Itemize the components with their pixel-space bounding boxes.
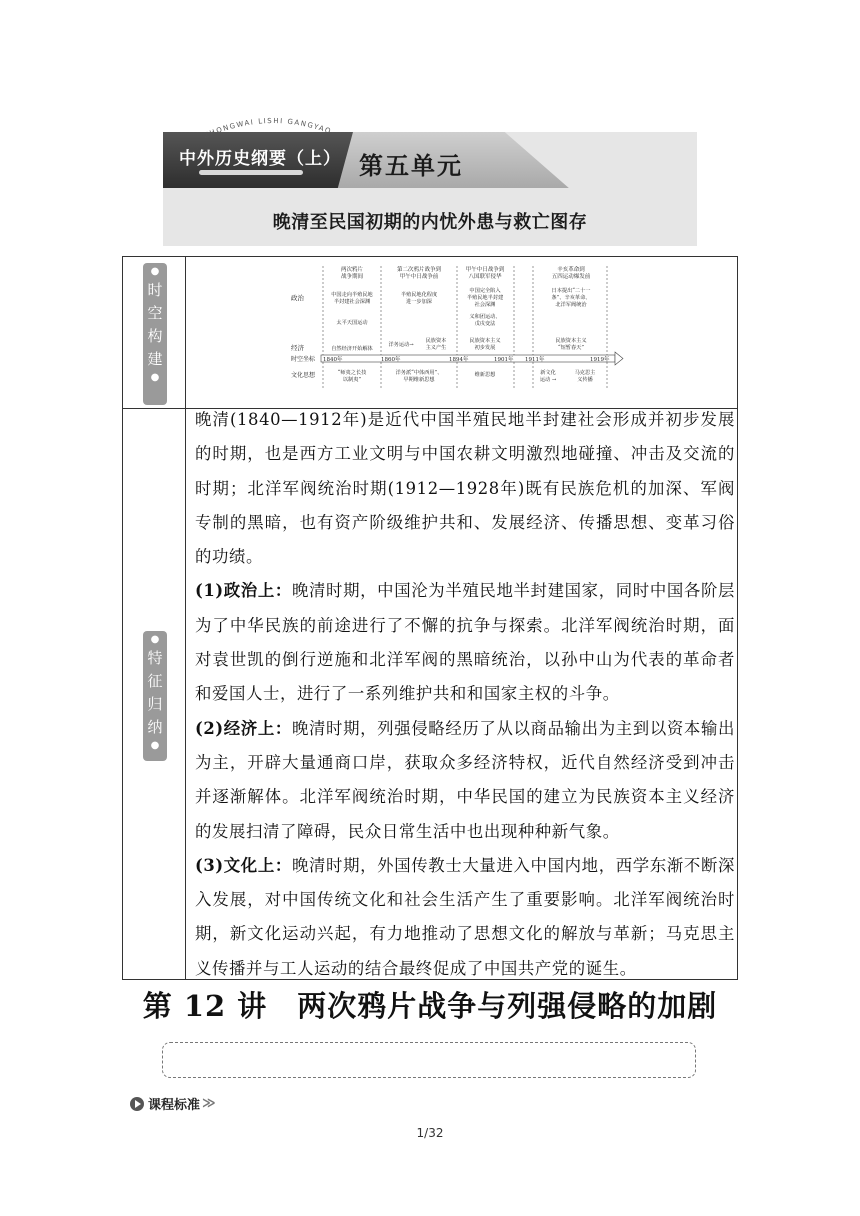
economy-heading: (2)经济上： (195, 718, 292, 738)
period-2: 第二次鸦片战争到 (396, 267, 442, 273)
timeline-svg (289, 262, 629, 402)
row-label-economy: 经济 (291, 344, 304, 352)
economy-3a: 民族资本 (425, 338, 447, 344)
feature-politics (195, 574, 735, 711)
economy-1: 自然经济开始解体 (331, 346, 373, 352)
period-2b: 甲午中日战争前 (399, 274, 439, 280)
economy-4a: 民族资本主义 (469, 338, 501, 344)
culture-2a: 洋务派“中体西用”、 (395, 370, 443, 376)
year-1901: 1901年 (494, 357, 514, 363)
politics-5a: 义和团运动、 (469, 314, 501, 320)
year-1860: 1860年 (381, 357, 401, 363)
politics-6a: 日本提出“二十一 (551, 288, 591, 294)
politics-3b: 进一步加深 (406, 299, 432, 305)
period-4: 辛亥革命到 (557, 267, 585, 273)
unit-label: 第五单元 (359, 151, 463, 180)
culture-1b: 以制夷” (342, 377, 362, 383)
economy-text: 晚清时期，列强侵略经历了从以商品输出为主到以资本输出为主，开辟大量通商口岸，获取众多经济特权，近代自然经济受到冲击并逐渐解体。北洋军阀统治时期，中华民国的建立为民族资本主义经济的发展扫清了障碍，民众日常生活中也出现种种新气象。 (195, 718, 735, 841)
dashed-box (162, 1042, 696, 1078)
page-number: 1/32 (416, 1126, 444, 1140)
unit-banner (163, 116, 697, 246)
period-4b: 五四运动爆发前 (551, 274, 591, 280)
play-icon (130, 1097, 144, 1111)
timeline-diagram (289, 262, 629, 402)
politics-5b: 戊戌变法 (474, 321, 496, 327)
culture-text: 晚清时期，外国传教士大量进入中国内地，西学东渐不断深入发展，对中国传统文化和社会生活产生了重要影响。北洋军阀统治时期，新文化运动兴起，有力地推动了思想文化的解放与革新；马克思主义传播并与工人运动的结合最终促成了中国共产党的诞生。 (195, 855, 735, 978)
row-label-culture: 文化思想 (291, 372, 316, 379)
feature-intro: 晚清(1840—1912年)是近代中国半殖民地半封建社会形成并初步发展的时期，也是西方工业文明与中国农耕文明激烈地碰撞、冲击及交流的时期；北洋军阀统治时期(1912—1928年)既有民族危机的加深、军阀专制的黑暗，也有资产阶级维护共和、发展经济、传播思想、变革习俗的功绩。 (195, 410, 735, 567)
period-3b: 八国联军侵华 (468, 274, 502, 280)
culture-4b: 运动 → (539, 377, 557, 383)
year-1911: 1911年 (525, 357, 545, 363)
tab-timespace: ● 时 空 构 建 ● (143, 263, 167, 405)
tab-timespace-label: 时 空 构 建 (147, 281, 163, 368)
time-axis (321, 352, 623, 365)
politics-6b: 条”、辛亥革命、 (551, 295, 591, 301)
banner-arc-text (183, 106, 363, 146)
politics-4c: 社会深渊 (474, 302, 496, 308)
politics-3a: 半殖民地化程度 (400, 292, 438, 298)
arc-text-path: ZHONGWAI LISHI GANGYAO (202, 116, 333, 140)
year-1919: 1919年 (590, 357, 610, 363)
economy-2: 洋务运动→ (388, 342, 414, 348)
period-3: 甲午中日战争到 (465, 267, 505, 273)
row-label-coordinate: 时空坐标 (291, 356, 316, 363)
double-chevron-icon: ≫ (202, 1096, 216, 1111)
economy-4b: 初步发展 (474, 345, 496, 351)
year-1894: 1894年 (449, 357, 469, 363)
economy-3b: 主义产生 (425, 345, 447, 351)
politics-4b: 半殖民地半封建 (466, 295, 504, 301)
section-heading (130, 1094, 216, 1113)
lecture-title: 第 12 讲 两次鸦片战争与列强侵略的加剧 (142, 989, 718, 1023)
course-underline (199, 170, 303, 175)
culture-heading: (3)文化上： (195, 855, 292, 875)
economy-5b: “短暂春天” (557, 345, 585, 351)
culture-3: 维新思想 (474, 372, 496, 378)
culture-5a: 马克思主 (574, 370, 596, 376)
row-label-politics: 政治 (291, 294, 304, 302)
culture-1a: “师夷之长技 (337, 370, 367, 376)
overview-table (122, 256, 738, 980)
table-column-divider (185, 257, 186, 979)
politics-1a: 中国走向半殖民地 (331, 292, 373, 298)
politics-text: 晚清时期，中国沦为半殖民地半封建国家，同时中国各阶层为了中华民族的前途进行了不懈的抗争与探索。北洋军阀统治时期，面对袁世凯的倒行逆施和北洋军阀的黑暗统治，以孙中山为代表的革命者和爱国人士，进行了一系列维护共和和国家主权的斗争。 (195, 581, 735, 704)
culture-2b: 早期维新思想 (403, 377, 435, 383)
tab-features: ● 特 征 归 纳 ● (143, 631, 167, 761)
politics-6c: 北洋军阀统治 (555, 302, 587, 308)
economy-5a: 民族资本主义 (555, 338, 587, 344)
feature-culture (195, 849, 735, 986)
feature-economy (195, 712, 735, 849)
tab-features-label: 特 征 归 纳 (147, 649, 163, 736)
year-1840: 1840年 (323, 357, 343, 363)
svg-text:ZHONGWAI LISHI GANGYAO (203, 117, 333, 140)
culture-5b: 义传播 (577, 377, 593, 383)
politics-heading: (1)政治上： (195, 581, 292, 601)
section-heading-label: 课程标准 (148, 1098, 201, 1113)
culture-4a: 新文化 (540, 370, 556, 376)
period-1b: 战争期间 (340, 274, 364, 280)
course-title: 中外历史纲要（上） (179, 149, 341, 169)
period-1: 两次鸦片 (340, 267, 364, 273)
feature-summary (195, 403, 735, 986)
politics-2: 太平天国运动 (336, 320, 368, 326)
politics-4a: 中国完全陷入 (469, 288, 501, 294)
politics-1b: 半封建社会深渊 (333, 299, 371, 305)
unit-subtitle: 晚清至民国初期的内忧外患与救亡图存 (272, 212, 588, 233)
